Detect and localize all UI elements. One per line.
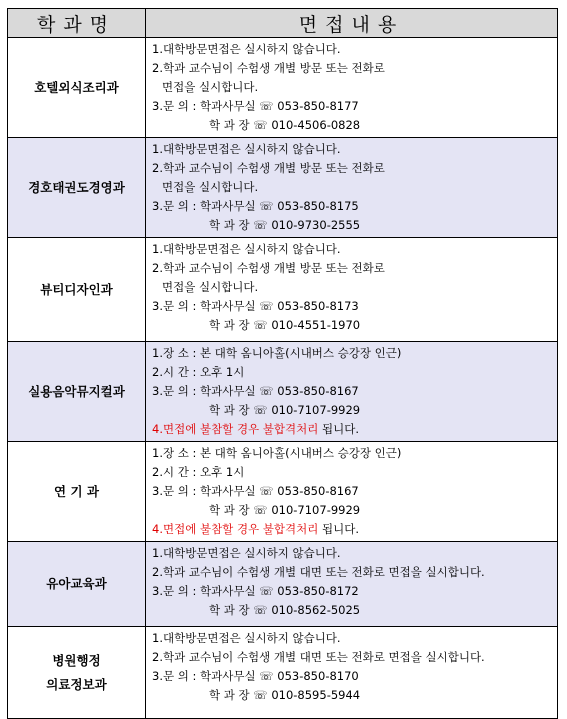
dept-name: 호텔외식조리과 bbox=[34, 79, 119, 95]
table-row bbox=[8, 442, 558, 542]
content-line: 1.대학방문면접은 실시하지 않습니다. bbox=[152, 242, 341, 256]
dept-cell bbox=[8, 342, 146, 442]
content-line: 학 과 장 ☏ 010-7107-9929 bbox=[209, 403, 361, 417]
content-line bbox=[152, 520, 557, 539]
table-row bbox=[8, 38, 558, 138]
table-row bbox=[8, 138, 558, 238]
dept-name: 유아교육과 bbox=[46, 576, 107, 591]
dept-cell bbox=[8, 442, 146, 542]
dept-cell bbox=[8, 138, 146, 238]
content-line: 2.학과 교수님이 수험생 개별 방문 또는 전화로 bbox=[152, 61, 385, 75]
content-cell bbox=[146, 542, 558, 627]
content-line: 학 과 장 ☏ 010-4551-1970 bbox=[209, 318, 361, 332]
content-line: 3.문 의 : 학과사무실 ☏ 053-850-8177 bbox=[152, 99, 359, 113]
content-line: 학 과 장 ☏ 010-9730-2555 bbox=[209, 218, 361, 232]
table-row bbox=[8, 542, 558, 627]
dept-name: 연 기 과 bbox=[54, 483, 99, 499]
content-cell bbox=[146, 442, 558, 542]
line-number: 4. bbox=[152, 422, 163, 436]
content-line: 학 과 장 ☏ 010-8562-5025 bbox=[209, 603, 361, 617]
content-line: 2.학과 교수님이 수험생 개별 방문 또는 전화로 bbox=[152, 161, 385, 175]
content-line: 학 과 장 ☏ 010-7107-9929 bbox=[209, 503, 361, 517]
warning-text: 면접에 불참할 경우 불합격처리 bbox=[162, 422, 319, 436]
content-line: 1.대학방문면접은 실시하지 않습니다. bbox=[152, 631, 341, 645]
content-line: 2.시 간 : 오후 1시 bbox=[152, 465, 245, 479]
table-row bbox=[8, 238, 558, 342]
content-line: 1.장 소 : 본 대학 옴니아홀(시내버스 승강장 인근) bbox=[152, 446, 402, 460]
content-cell bbox=[146, 138, 558, 238]
content-line: 면접을 실시합니다. bbox=[162, 180, 259, 194]
header-dept: 학과명 bbox=[8, 9, 146, 38]
dept-cell bbox=[8, 38, 146, 138]
content-line: 면접을 실시합니다. bbox=[162, 280, 259, 294]
content-line: 3.문 의 : 학과사무실 ☏ 053-850-8167 bbox=[152, 384, 359, 398]
line-number: 4. bbox=[152, 522, 163, 536]
line-tail: 됩니다. bbox=[318, 522, 360, 536]
content-line: 2.학과 교수님이 수험생 개별 대면 또는 전화로 면접을 실시합니다. bbox=[152, 650, 485, 664]
line-tail: 됩니다. bbox=[318, 422, 360, 436]
dept-name: 의료정보과 bbox=[46, 676, 107, 692]
content-cell bbox=[146, 238, 558, 342]
content-line: 3.문 의 : 학과사무실 ☏ 053-850-8173 bbox=[152, 299, 359, 313]
content-line: 3.문 의 : 학과사무실 ☏ 053-850-8167 bbox=[152, 484, 359, 498]
content-line: 2.시 간 : 오후 1시 bbox=[152, 365, 245, 379]
header-row bbox=[8, 9, 558, 38]
content-line: 학 과 장 ☏ 010-8595-5944 bbox=[209, 688, 361, 702]
content-cell bbox=[146, 342, 558, 442]
content-line: 학 과 장 ☏ 010-4506-0828 bbox=[209, 118, 361, 132]
table-row bbox=[8, 627, 558, 719]
table-row bbox=[8, 342, 558, 442]
content-cell bbox=[146, 627, 558, 719]
dept-name: 병원행정 bbox=[52, 652, 101, 668]
dept-name: 경호태권도경영과 bbox=[28, 179, 125, 195]
dept-name: 실용음악뮤지컬과 bbox=[28, 383, 125, 399]
content-line: 1.대학방문면접은 실시하지 않습니다. bbox=[152, 546, 341, 560]
dept-name: 뷰티디자인과 bbox=[40, 281, 113, 297]
content-line bbox=[152, 420, 557, 439]
content-line: 3.문 의 : 학과사무실 ☏ 053-850-8170 bbox=[152, 669, 359, 683]
content-line: 1.대학방문면접은 실시하지 않습니다. bbox=[152, 142, 341, 156]
content-line: 3.문 의 : 학과사무실 ☏ 053-850-8172 bbox=[152, 584, 359, 598]
content-line: 2.학과 교수님이 수험생 개별 방문 또는 전화로 bbox=[152, 261, 385, 275]
content-cell bbox=[146, 38, 558, 138]
content-line: 1.대학방문면접은 실시하지 않습니다. bbox=[152, 42, 341, 56]
dept-cell bbox=[8, 627, 146, 719]
dept-cell bbox=[8, 238, 146, 342]
content-line: 1.장 소 : 본 대학 옴니아홀(시내버스 승강장 인근) bbox=[152, 346, 402, 360]
content-line: 3.문 의 : 학과사무실 ☏ 053-850-8175 bbox=[152, 199, 359, 213]
content-line: 2.학과 교수님이 수험생 개별 대면 또는 전화로 면접을 실시합니다. bbox=[152, 565, 485, 579]
header-content: 면접내용 bbox=[146, 9, 558, 38]
warning-text: 면접에 불참할 경우 불합격처리 bbox=[162, 522, 319, 536]
interview-table bbox=[7, 8, 558, 719]
dept-cell bbox=[8, 542, 146, 627]
content-line: 면접을 실시합니다. bbox=[162, 80, 259, 94]
